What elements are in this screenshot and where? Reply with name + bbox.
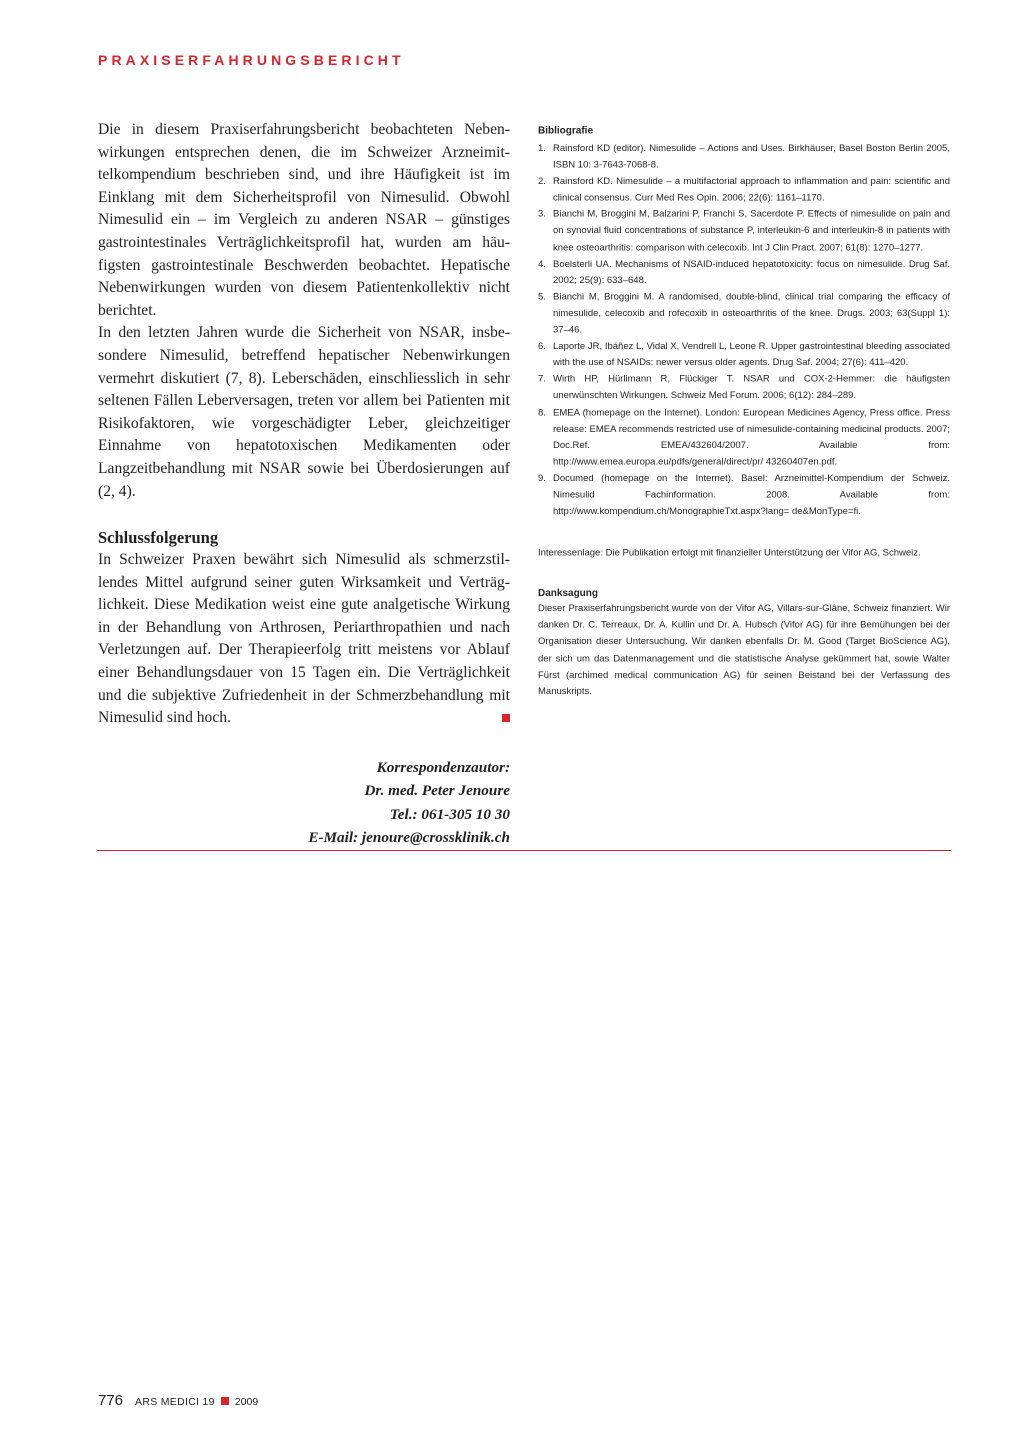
reference-text: Rainsford KD. Nimesulide – a multifactorial approach to inflammation and pain: scientific and clinical consensus. Curr Med Res Opin. 2006; 22(6): 1161–1170. xyxy=(553,176,950,204)
main-column xyxy=(98,119,510,850)
reference-item xyxy=(538,173,950,206)
separator-square-icon xyxy=(221,1397,229,1405)
correspondence-label: Korrespondenzautor: xyxy=(376,758,510,776)
reference-item xyxy=(538,338,950,371)
reference-number: 3. xyxy=(538,209,546,220)
reference-item xyxy=(538,289,950,338)
reference-item xyxy=(538,404,950,470)
interest-statement: Interessenlage: Die Publikation erfolgt mit finanzieller Unterstützung der Vifor AG, Schweiz. xyxy=(538,547,921,559)
reference-number: 8. xyxy=(538,407,546,418)
bibliography-heading: Bibliografie xyxy=(538,125,594,137)
reference-number: 4. xyxy=(538,258,546,270)
reference-item xyxy=(538,371,950,404)
journal-name: ARS MEDICI 19 xyxy=(135,1396,215,1408)
reference-text: Boelsterli UA. Mechanisms of NSAID-induced hepatotoxicity: focus on nimesulide. Drug Saf. 2002; 25(9): 633–648. xyxy=(553,258,950,286)
reference-item xyxy=(538,206,950,255)
reference-text: Rainsford KD (editor). Nimesulide – Actions and Uses. Birkhäuser, Basel Boston Berlin 2005, ISBN 10: 3-7643-7068-8. xyxy=(553,143,950,171)
correspondence-name: Dr. med. Peter Jenoure xyxy=(364,782,510,800)
issue-year: 2009 xyxy=(234,1396,259,1408)
conclusion-text: In Schweizer Praxen bewährt sich Nimesulid als schmerzstillendes Mittel aufgrund seiner guten Wirksamkeit und Verträglichkeit. Diese Medikation weist eine gute analgetische Wirkung in der Behandlung von Arthrosen, Periarthropathien und nach Verletzungen auf. Der Therapieerfolg tritt meistens vor Ablauf einer Behandlungsdauer von 15 Tagen ein. Die Verträglichkeit und die subjektive Zufriedenheit in der Schmerzbehandlung mit Nimesulid sind hoch. xyxy=(98,551,510,727)
end-mark-icon xyxy=(502,714,510,722)
body-paragraph: In den letzten Jahren wurde die Sicherheit von NSAR, insbesondere Nimesulid, betreffend hepatischer Nebenwirkungen vermehrt diskutiert (7, 8). Leberschäden, einschliesslich in sehr seltenen Fällen Leberversagen, treten vor allem bei Patienten mit Risikofaktoren, wie vorgeschädigter Leber, gleichzeitiger Einnahme von hepatotoxischen Medikamenten oder Langzeitbehandlung mit NSAR sowie bei Überdosierungen auf (2, 4). xyxy=(98,324,510,500)
reference-number: 9. xyxy=(538,473,546,484)
body-paragraph: Die in diesem Praxiserfahrungsbericht beobachteten Nebenwirkungen entsprechen denen, die im Schweizer Arzneimittelkompendium beschrieben sind, und ihre Häufigkeit ist im Einklang mit dem Sicherheitsprofil von Nimesulid. Obwohl Nimesulid ein – im Vergleich zu anderen NSAR – günstiges gastrointestinales Verträglichkeitsprofil hat, wurden am häufigsten gastrointestinale Beschwerden beobachtet. Hepatische Nebenwirkungen wurden von diesem Patientenkollektiv nicht berichtet. xyxy=(98,121,510,319)
side-column xyxy=(538,125,950,700)
reference-text: EMEA (homepage on the Internet). London: European Medicines Agency, Press office. Press release: EMEA recommends restricted use of nimesulide-containing medicinal products. 2007; Doc.Ref. EMEA/432604/2007. Available from: http://www.emea.europa.eu/pdfs/general/direct/pr/ 43260407en.pdf. xyxy=(553,407,950,468)
conclusion-heading: Schlussfolgerung xyxy=(98,528,219,548)
page-footer xyxy=(98,1392,258,1409)
reference-text: Bianchi M, Broggini M, Balzarini P, Franchi S, Sacerdote P. Effects of nimesulide on pain and on synovial fluid concentrations of substance P, interleukin-6 and interleukin-8 in patients with knee osteoarthritis: comparison with celecoxib. Int J Clin Pract. 2007; 61(8): 1270–1277. xyxy=(553,209,950,253)
reference-number: 5. xyxy=(538,291,546,303)
correspondence-email: E-Mail: jenoure@crossklinik.ch xyxy=(308,829,510,847)
reference-item xyxy=(538,256,950,289)
section-divider xyxy=(97,850,951,851)
reference-text: Laporte JR, Ibáñez L, Vidal X, Vendrell L, Leone R. Upper gastrointestinal bleeding associated with the use of NSAIDs: newer versus older agents. Drug Saf. 2004; 27(6): 411–420. xyxy=(553,341,950,369)
page-number: 776 xyxy=(98,1392,124,1409)
reference-text: Bianchi M, Broggini M. A randomised, double-blind, clinical trial comparing the efficacy of nimesulide, celecoxib and rofecoxib in osteoarthritis of the knee. Drugs. 2003; 63(Suppl 1): 37–46. xyxy=(553,291,950,336)
reference-text: Documed (homepage on the Internet). Basel: Arzneimittel-Kompendium der Schweiz. Nimesulid Fachinformation. 2008. Available from: http://www.kompendium.ch/MonographieTxt.aspx?lang= de&MonType=fi. xyxy=(553,473,950,517)
correspondence-phone: Tel.: 061-305 10 30 xyxy=(389,805,510,823)
reference-number: 7. xyxy=(538,374,546,385)
reference-number: 2. xyxy=(538,176,546,187)
reference-text: Wirth HP, Hürlimann R, Flückiger T. NSAR und COX-2-Hemmer: die häufigsten unerwünschten Wirkungen. Schweiz Med Forum. 2006; 6(12): 284–289. xyxy=(553,374,950,402)
reference-item xyxy=(538,470,950,519)
conclusion-paragraph xyxy=(98,549,510,730)
reference-item xyxy=(538,140,950,173)
bibliography-list xyxy=(538,140,950,519)
reference-number: 1. xyxy=(538,143,546,154)
acknowledgement-text: Dieser Praxiserfahrungsbericht wurde von der Vifor AG, Villars-sur-Glâne, Schweiz finanziert. Wir danken Dr. C. Terreaux, Dr. A. Kullin und Dr. A. Hubsch (Vifor AG) für ihre Bemühungen bei der Organisation dieser Untersuchung. Wir danken ebenfalls Dr. M. Good (Target BioScience AG), der sich um das Datenmanagement und die statistische Analyse gekümmert hat, sowie Walter Fürst (archimed medical communication AG) für seinen Beistand bei der Verfassung des Manuskripts. xyxy=(538,603,950,697)
section-title: PRAXISERFAHRUNGSBERICHT xyxy=(98,52,405,68)
reference-number: 6. xyxy=(538,341,546,352)
correspondence-block xyxy=(98,756,510,850)
acknowledgement-heading: Danksagung xyxy=(538,588,599,599)
